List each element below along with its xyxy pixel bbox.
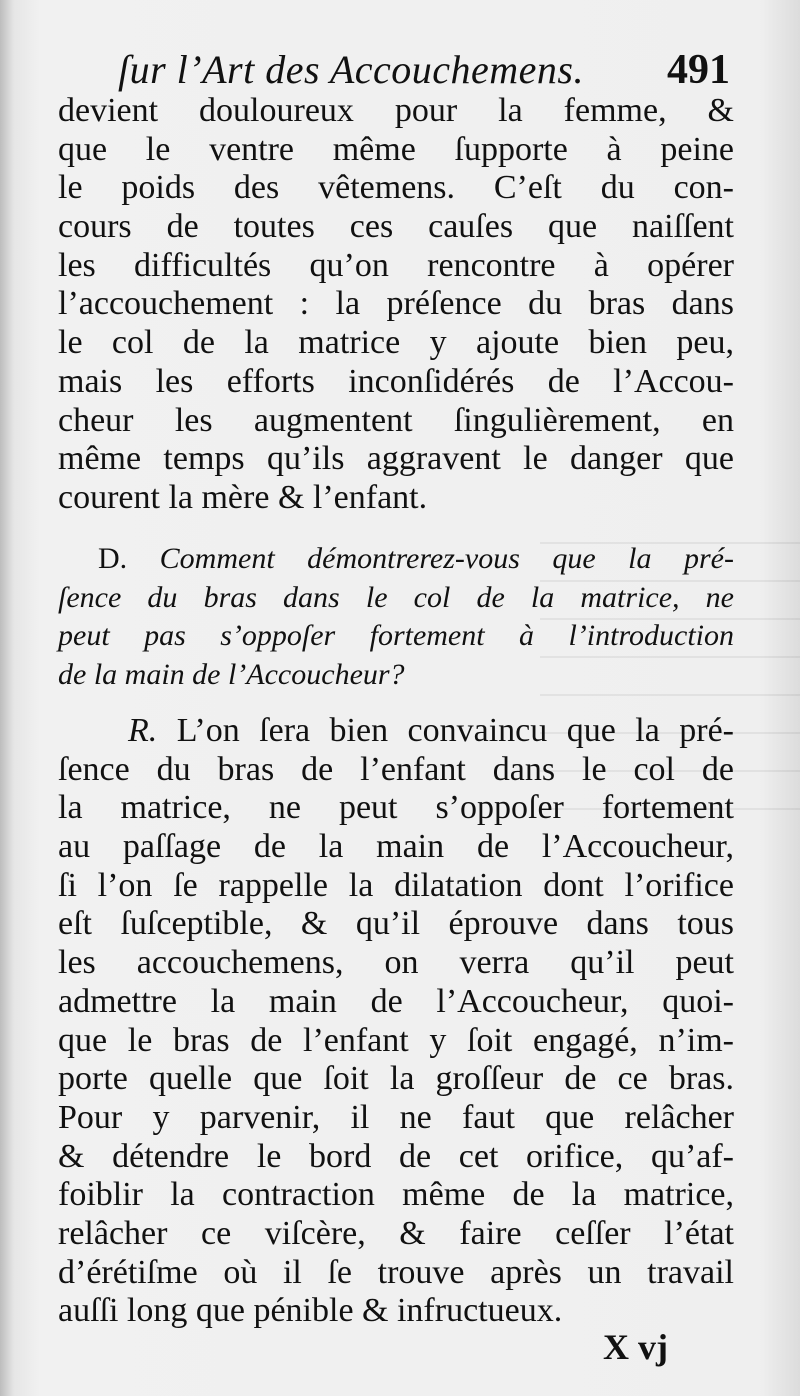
text-line: au paſſage de la main de l’Accoucheur,: [58, 828, 734, 866]
text-line: courent la mère & l’enfant.: [58, 478, 428, 516]
text-line: ſence du bras dans le col de la matrice, ne: [58, 580, 734, 614]
text-line: ſi l’on ſe rappelle la dilatation dont l’orifice: [58, 866, 734, 904]
text-line: L’on ſera bien convaincu que la pré-: [176, 712, 734, 749]
text-line: auſſi long que pénible & infructueux.: [58, 1292, 563, 1330]
question-first-line: [58, 540, 734, 579]
text-line: les difficultés qu’on rencontre à opérer: [58, 246, 734, 284]
catchword: X vj: [603, 1327, 668, 1367]
answer-label: R.: [128, 712, 158, 749]
answer-first-line: [58, 712, 734, 751]
page-number: 491: [667, 47, 730, 93]
text-line: Comment démontrerez-vous que la pré-: [159, 542, 734, 575]
text-line: le col de la matrice y ajoute bien peu,: [58, 324, 734, 362]
text-line: même temps qu’ils aggravent le danger que: [58, 440, 734, 478]
text-line: mais les efforts inconſidérés de l’Accou-: [58, 362, 734, 400]
question-paragraph: [58, 540, 734, 695]
text-line: ſence du bras de l’enfant dans le col de: [58, 750, 734, 788]
text-line: que le bras de l’enfant y ſoit engagé, n’im-: [58, 1021, 734, 1059]
answer-paragraph: [58, 712, 734, 1331]
text-line: cours de toutes ces cauſes que naiſſent: [58, 208, 734, 246]
text-line: cheur les augmentent ſingulièrement, en: [58, 401, 734, 439]
text-line: eſt ſuſceptible, & qu’il éprouve dans tous: [58, 905, 734, 943]
text-line: peut pas s’oppoſer fortement à l’introduction: [58, 619, 734, 653]
text-line: & détendre le bord de cet orifice, qu’af-: [58, 1137, 734, 1175]
text-line: les accouchemens, on verra qu’il peut: [58, 944, 734, 982]
text-line: devient douloureux pour la femme, &: [58, 92, 734, 129]
text-line: de la main de l’Accoucheur?: [58, 658, 405, 692]
text-line: l’accouchement : la préſence du bras dans: [58, 285, 734, 323]
text-line: le poids des vêtemens. C’eſt du con-: [58, 169, 734, 207]
paragraph-continuation: [58, 92, 734, 518]
text-line: d’érétiſme où il ſe trouve après un travail: [58, 1253, 734, 1291]
text-line: la matrice, ne peut s’oppoſer fortement: [58, 789, 734, 827]
question-label: D.: [98, 542, 128, 575]
text-line: que le ventre même ſupporte à peine: [58, 130, 734, 168]
text-line: admettre la main de l’Accoucheur, quoi-: [58, 982, 734, 1020]
text-line: relâcher ce viſcère, & faire ceſſer l’état: [58, 1214, 734, 1252]
text-line: foiblir la contraction même de la matrice,: [58, 1176, 734, 1214]
text-line: Pour y parvenir, il ne faut que relâcher: [58, 1098, 734, 1136]
text-line: porte quelle que ſoit la groſſeur de ce bras.: [58, 1060, 734, 1098]
running-title: ſur l’Art des Accouchemens.: [118, 47, 584, 92]
